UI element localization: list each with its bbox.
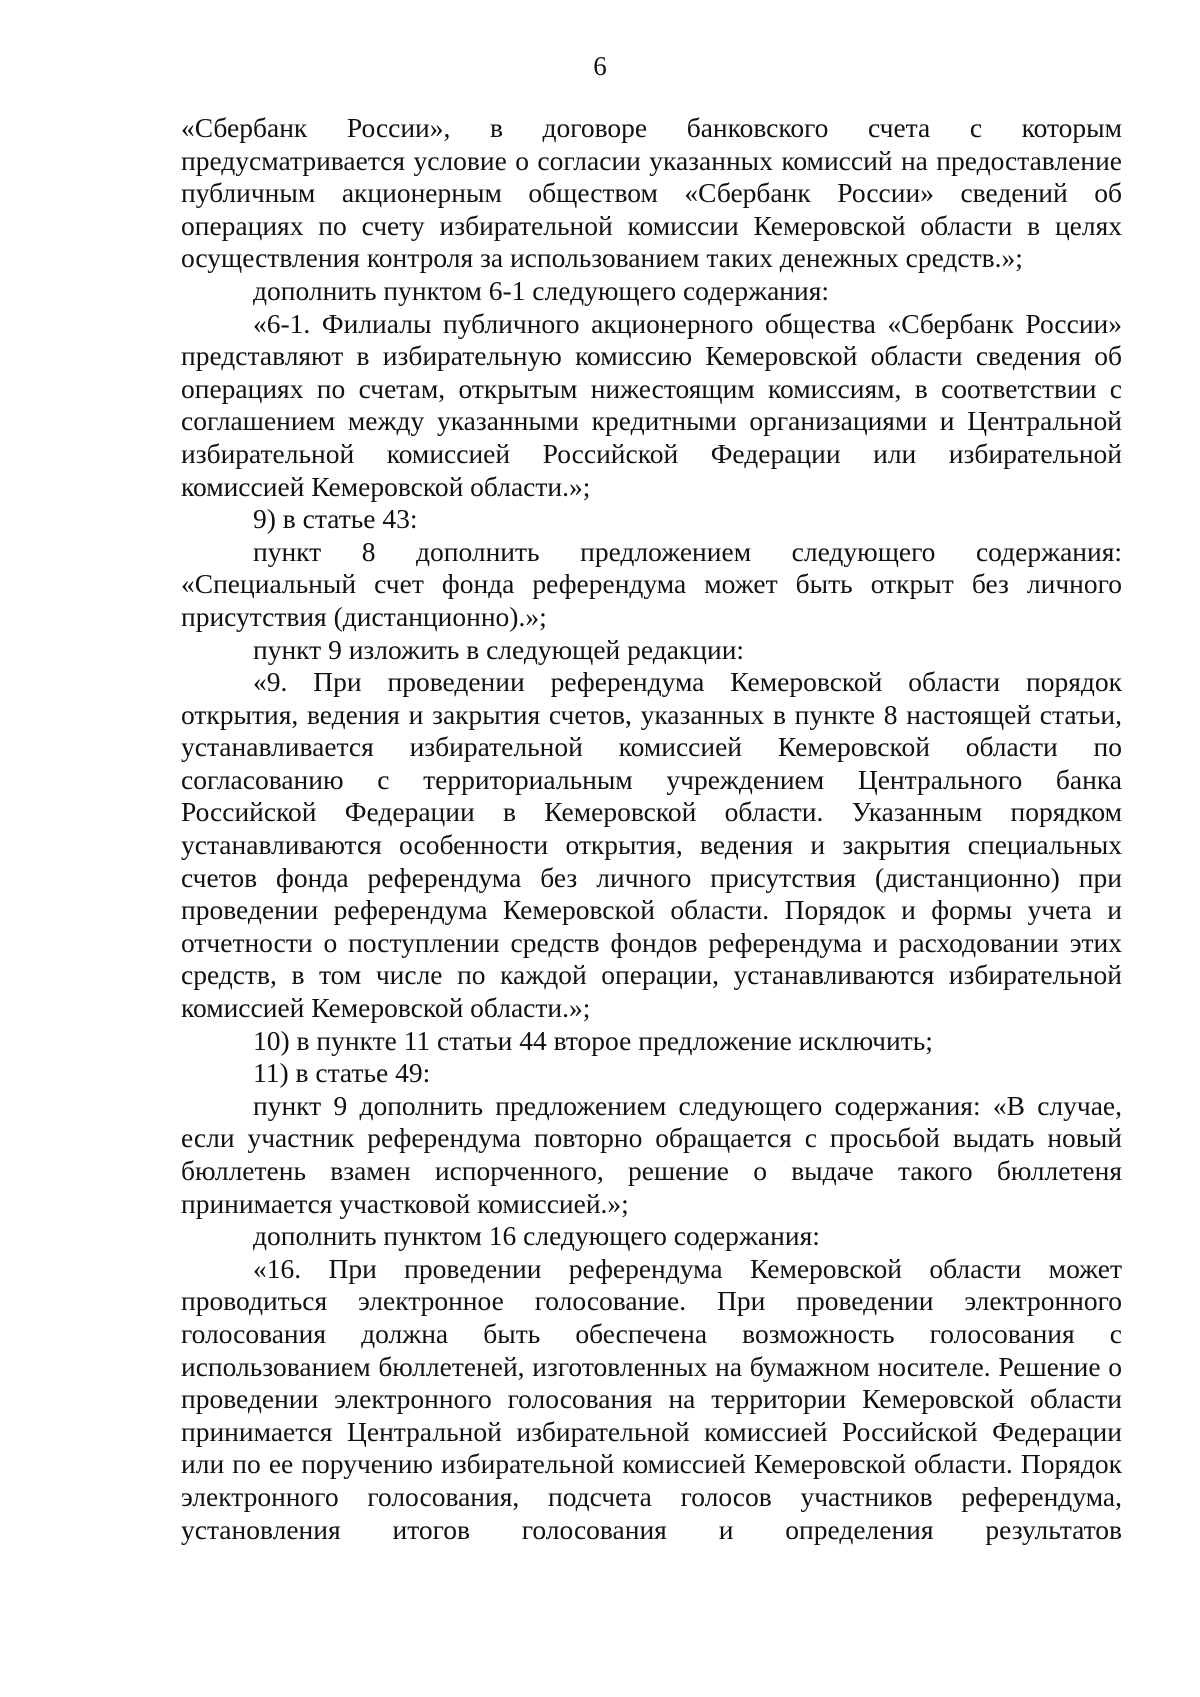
paragraph-point-9-ballot-replacement: пункт 9 дополнить предложением следующего содержания: «В случае, если участник референдума повторно обращается с просьбой выдать новый бюллетень взамен испорченного, решение о выдаче такого бюллетеня принимается участковой комиссией.»;: [181, 1089, 1122, 1219]
paragraph-item-9-article-43: 9) в статье 43:: [253, 503, 418, 535]
paragraph-point-8-addition: пункт 8 дополнить предложением следующего содержания: «Специальный счет фонда референдума может быть открыт без личного присутствия (дистанционно).»;: [181, 535, 1122, 632]
paragraph-point-16-electronic-voting: «16. При проведении референдума Кемеровской области может проводиться электронное голосование. При проведении электронного голосования должна быть обеспечена возможность голосования с использованием бюллетеней, изготовленных на бумажном носителе. Решение о проведении электронного голосования на территории Кемеровской области принимается Центральной избирательной комиссией Российской Федерации или по ее поручению избирательной комиссией Кемеровской области. Порядок электронного голосования, подсчета голосов участников референдума, установления итогов голосования и определения результатов: [181, 1252, 1122, 1545]
paragraph-item-10-article-44: 10) в пункте 11 статьи 44 второе предложение исключить;: [253, 1024, 933, 1056]
document-body: [181, 112, 1122, 1546]
paragraph-sberbank-continuation: «Сбербанк России», в договоре банковского счета с которым предусматривается условие о согласии указанных комиссий на предоставление публичным акционерным обществом «Сбербанк России» сведений об операциях по счету избирательной комиссии Кемеровской области в целях осуществления контроля за использованием таких денежных средств.»;: [181, 112, 1122, 274]
paragraph-item-11-article-49: 11) в статье 49:: [253, 1057, 431, 1089]
paragraph-add-point-16: дополнить пунктом 16 следующего содержания:: [253, 1220, 820, 1252]
paragraph-point-9-new-edition: пункт 9 изложить в следующей редакции:: [253, 633, 745, 665]
paragraph-point-6-1-text: «6-1. Филиалы публичного акционерного общества «Сбербанк России» представляют в избирательную комиссию Кемеровской области сведения об операциях по счетам, открытым нижестоящим комиссиям, в соответствии с соглашением между указанными кредитными организациями и Центральной избирательной комиссией Российской Федерации или избирательной комиссией Кемеровской области.»;: [181, 307, 1122, 502]
paragraph-point-9-text: «9. При проведении референдума Кемеровской области порядок открытия, ведения и закрытия счетов, указанных в пункте 8 настоящей статьи, устанавливается избирательной комиссией Кемеровской области по согласованию с территориальным учреждением Центрального банка Российской Федерации в Кемеровской области. Указанным порядком устанавливаются особенности открытия, ведения и закрытия специальных счетов фонда референдума без личного присутствия (дистанционно) при проведении референдума Кемеровской области. Порядок и формы учета и отчетности о поступлении средств фондов референдума и расходовании этих средств, в том числе по каждой операции, устанавливаются избирательной комиссией Кемеровской области.»;: [181, 666, 1122, 1024]
paragraph-add-point-6-1: дополнить пунктом 6-1 следующего содержания:: [253, 274, 830, 306]
page-number: 6: [593, 51, 607, 81]
